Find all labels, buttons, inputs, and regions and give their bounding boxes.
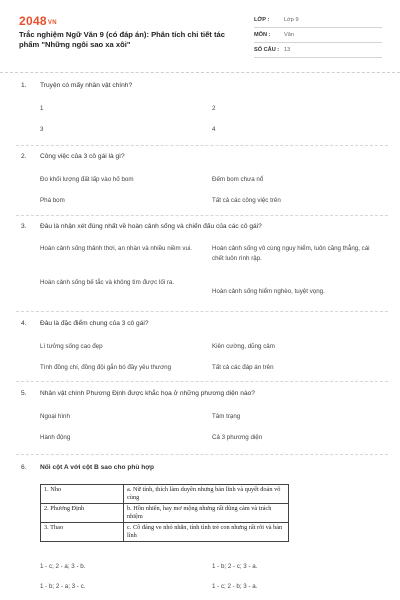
option-1c[interactable]: 3 (40, 126, 44, 133)
matching-table (40, 484, 289, 542)
question-text: Nhân vật chính Phương Định được khắc họa ở những phương diện nào? (40, 390, 255, 397)
option-6b[interactable]: 1 - b; 2 - c; 3 - a. (212, 563, 258, 570)
question-text: Đâu là nhận xét đúng nhất về hoàn cảnh sống và chiến đấu của các cô gái? (40, 223, 262, 230)
question-divider (16, 215, 388, 216)
option-4d[interactable]: Tất cả các đáp án trên (212, 364, 274, 371)
option-4b[interactable]: Kiên cường, dũng cảm (212, 343, 275, 350)
question-divider (16, 311, 388, 312)
question-text: Đâu là đặc điểm chung của 3 cô gái? (40, 320, 149, 327)
table-row: 1. Nho a. Nữ tính, thích làm duyên nhưng bản lĩnh và quyết đoán vô cùng (41, 485, 289, 504)
option-5b[interactable]: Tâm trạng (212, 413, 241, 420)
meta-subject: MÔN : Văn (254, 29, 382, 43)
option-3c[interactable]: Hoàn cảnh sống bế tắc và không tìm được lối ra. (40, 279, 175, 286)
document-header (0, 0, 400, 72)
option-3b[interactable]: Hoàn cảnh sống vô cùng nguy hiểm, luôn căng thẳng, cái chết luôn rình rập. (212, 245, 370, 262)
question-text: Truyện có mấy nhân vật chính? (40, 82, 133, 89)
option-6a[interactable]: 1 - c; 2 - a; 3 - b. (40, 563, 86, 570)
option-1a[interactable]: 1 (40, 105, 44, 112)
table-row: 2. Phương Định b. Hồn nhiên, hay mơ mộng nhưng rất dũng cảm và trách nhiệm (41, 504, 289, 523)
option-6c[interactable]: 1 - b; 2 - a; 3 - c. (40, 583, 86, 590)
option-1b[interactable]: 2 (212, 105, 216, 112)
option-2d[interactable]: Tất cả các công việc trên (212, 197, 281, 204)
option-6d[interactable]: 1 - c; 2 - b; 3 - a. (212, 583, 258, 590)
option-2c[interactable]: Phá bom (40, 197, 65, 204)
table-row: 3. Thao c. Cô đảng ve nhỏ nhắn, tính tình trẻ con nhưng rất rõi và bản lĩnh (41, 523, 289, 542)
option-4a[interactable]: Lí tưởng sống cao đẹp (40, 343, 103, 350)
header-divider (0, 72, 400, 73)
question-divider (16, 454, 388, 455)
site-logo[interactable]: 2048VN (19, 14, 57, 28)
question-divider (16, 381, 388, 382)
option-5d[interactable]: Cả 3 phương diện (212, 434, 263, 441)
option-3a[interactable]: Hoàn cảnh sống thảnh thơi, an nhàn và nhiều niềm vui. (40, 245, 192, 252)
document-title: Trắc nghiệm Ngữ Văn 9 (có đáp án): Phân tích chi tiết tác phẩm "Những ngôi sao xa xôi" (19, 30, 225, 49)
quiz-page: 2048VN Trắc nghiệm Ngữ Văn 9 (có đáp án): Phân tích chi tiết tác phẩm "Những ngôi sao xa xôi" LỚP : Lớp 9 MÔN : Văn SỐ CÂU : 13 1. Truyện có mấy nhân vật chính? 1 2 3 4 2. Công việc của 3 cô gái là gì? Đo khối lượng đất lấp vào hố bom Đếm bom chưa nổ Phá bom Tất cả các công việc trên 3. Đâu là nhận xét đúng nhất về hoàn cảnh sống và chiến đấu của các cô gái? Hoàn cảnh sống thảnh thơi, an nhàn và nhiều niềm vui. Hoàn cảnh sống vô cùng nguy hiểm, luôn căng thẳng, cái chết luôn rình rập. Hoàn cảnh sống bế tắc và không tìm được lối ra. Hoàn cảnh sống hiểm nghèo, tuyệt vọng. 4. Đâu là đặc điểm chung của 3 cô gái? Lí tưởng sống cao đẹp Kiên cường, dũng cảm Tình đồng chí, đồng đội gắn bó đầy yêu thương Tất cả các đáp án trên 5. Nhân vật chính Phương Định được khắc họa ở những phương diện nào? Ngoại hình Tâm trạng Hành động Cả 3 phương diện 6. Nối cột A với cột B sao cho phù hợp 1. Nho a. Nữ tính, thích làm duyên nhưng bản lĩnh và quyết đoán vô cùng 2. Phương Định b. Hồn nhiên, hay mơ mộng nhưng rất dũng cảm và trách nhiệm 3. Thao c. Cô đảng ve nhỏ nhắn, tính tình trẻ con nhưng rất rõi và bản lĩnh 1 - c; 2 - a; 3 - b. 1 - b; 2 - c; 3 - a. 1 - b; 2 - a; 3 - c. 1 - c; 2 - b; 3 - a. (0, 0, 400, 600)
option-2b[interactable]: Đếm bom chưa nổ (212, 176, 264, 183)
option-1d[interactable]: 4 (212, 126, 216, 133)
question-text: Nối cột A với cột B sao cho phù hợp (40, 464, 155, 471)
option-5c[interactable]: Hành động (40, 434, 71, 441)
question-text: Công việc của 3 cô gái là gì? (40, 153, 125, 160)
option-4c[interactable]: Tình đồng chí, đồng đội gắn bó đầy yêu thương (40, 364, 172, 371)
option-3d[interactable]: Hoàn cảnh sống hiểm nghèo, tuyệt vọng. (212, 288, 325, 295)
question-divider (16, 145, 388, 146)
meta-question-count: SỐ CÂU : 13 (254, 44, 382, 58)
option-2a[interactable]: Đo khối lượng đất lấp vào hố bom (40, 176, 134, 183)
meta-class: LỚP : Lớp 9 (254, 14, 382, 28)
option-5a[interactable]: Ngoại hình (40, 413, 70, 420)
